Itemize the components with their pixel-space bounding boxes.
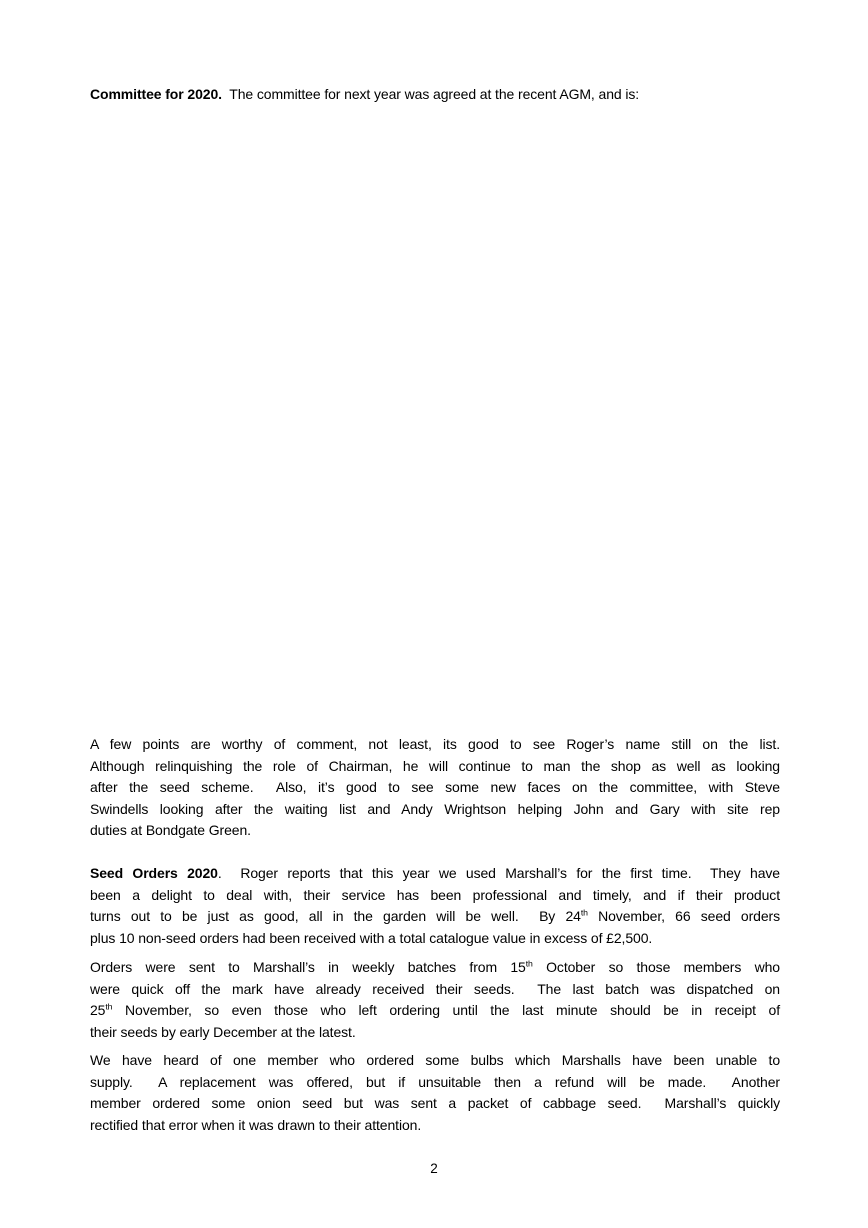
text-line: duties at Bondgate Green.	[90, 822, 251, 838]
paragraph-committee-comments	[90, 734, 780, 842]
text-line: We have heard of one member who ordered some bulbs which Marshalls have been unable to	[90, 1052, 780, 1068]
text-line: member ordered some onion seed but was sent a packet of cabbage seed. Marshall’s quickly	[90, 1095, 780, 1111]
page-number: 2	[430, 1161, 438, 1176]
text-line: their seeds by early December at the latest.	[90, 1023, 356, 1040]
text-line: Seed Orders 2020. Roger reports that this year we used Marshall’s for the first time. They have	[90, 865, 780, 881]
text-line: were quick off the mark have already received their seeds. The last batch was dispatched on	[90, 980, 780, 997]
text-line: Orders were sent to Marshall’s in weekly batches from 15th October so those members who	[90, 958, 780, 975]
text-line: Although relinquishing the role of Chairman, he will continue to man the shop as well as looking	[90, 757, 780, 774]
text-line: supply. A replacement was offered, but if unsuitable then a refund will be made. Another	[90, 1073, 780, 1090]
text-line: turns out to be just as good, all in the garden will be well. By 24th November, 66 seed orders	[90, 907, 781, 924]
text-line: Swindells looking after the waiting list and Andy Wrightson helping John and Gary with site rep	[90, 800, 780, 817]
text-line: after the seed scheme. Also, it’s good to see some new faces on the committee, with Steve	[90, 779, 780, 795]
text-line: Committee for 2020. The committee for next year was agreed at the recent AGM, and is:	[90, 86, 640, 102]
paragraph-order-batches	[90, 957, 780, 1043]
paragraph-committee-2020	[90, 84, 780, 106]
text-line: been a delight to deal with, their service has been professional and timely, and if their product	[90, 886, 780, 903]
paragraph-order-issues	[90, 1050, 780, 1136]
text-line: plus 10 non-seed orders had been received with a total catalogue value in excess of £2,500.	[90, 929, 653, 946]
paragraph-seed-orders-2020	[90, 863, 780, 949]
text-line: A few points are worthy of comment, not least, its good to see Roger’s name still on the list.	[90, 736, 780, 752]
text-line: rectified that error when it was drawn to their attention.	[90, 1116, 422, 1133]
text-line: 25th November, so even those who left ordering until the last minute should be in receipt of	[90, 1001, 780, 1018]
